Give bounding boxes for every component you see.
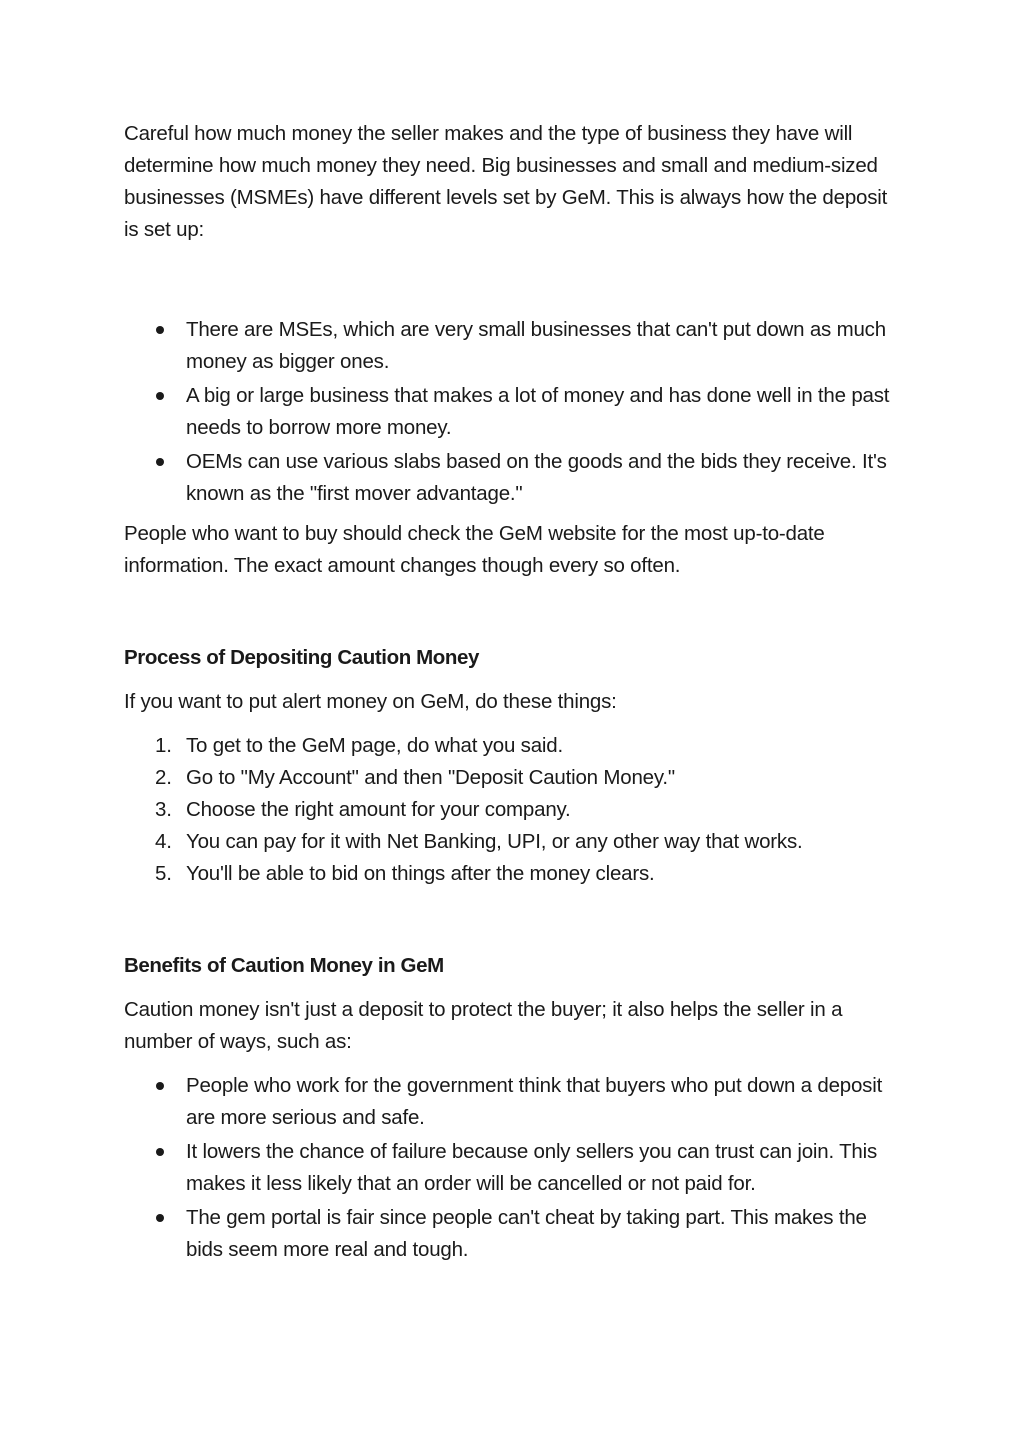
list-item: It lowers the chance of failure because only sellers you can trust can join. This makes it less likely that an order will be cancelled or not paid for.	[124, 1136, 899, 1200]
document-body	[124, 118, 899, 1268]
list-item	[124, 762, 899, 794]
benefits-intro: Caution money isn't just a deposit to protect the buyer; it also helps the seller in a number of ways, such as:	[124, 998, 843, 1053]
list-item	[124, 794, 899, 826]
list-item	[124, 858, 899, 890]
step-text: To get to the GeM page, do what you said.	[186, 734, 563, 757]
website-note-paragraph: People who want to buy should check the GeM website for the most up-to-date information. The exact amount changes though every so often.	[124, 522, 825, 577]
process-steps-list	[124, 730, 899, 890]
list-item: People who work for the government think that buyers who put down a deposit are more serious and safe.	[124, 1070, 899, 1134]
list-item: OEMs can use various slabs based on the goods and the bids they receive. It's known as the "first mover advantage."	[124, 446, 899, 510]
step-number: 1.	[155, 734, 172, 757]
benefits-heading: Benefits of Caution Money in GeM	[124, 954, 444, 977]
list-item: The gem portal is fair since people can't cheat by taking part. This makes the bids seem more real and tough.	[124, 1202, 899, 1266]
step-text: Go to "My Account" and then "Deposit Caution Money."	[186, 766, 675, 789]
benefits-list	[124, 1070, 899, 1266]
business-types-list	[124, 314, 899, 510]
step-number: 4.	[155, 830, 172, 853]
step-number: 2.	[155, 766, 172, 789]
step-text: You can pay for it with Net Banking, UPI, or any other way that works.	[186, 830, 803, 853]
step-text: Choose the right amount for your company.	[186, 798, 571, 821]
intro-paragraph: Careful how much money the seller makes and the type of business they have will determine how much money they need. Big businesses and small and medium-sized businesses (MSMEs) have different levels set by GeM. This is always how the deposit is set up:	[124, 122, 888, 241]
list-item: A big or large business that makes a lot of money and has done well in the past needs to borrow more money.	[124, 380, 899, 444]
step-number: 3.	[155, 798, 172, 821]
process-intro: If you want to put alert money on GeM, do these things:	[124, 690, 617, 713]
step-number: 5.	[155, 862, 172, 885]
process-heading: Process of Depositing Caution Money	[124, 646, 480, 669]
step-text: You'll be able to bid on things after the money clears.	[186, 862, 655, 885]
list-item	[124, 826, 899, 858]
list-item	[124, 730, 899, 762]
list-item: There are MSEs, which are very small businesses that can't put down as much money as bigger ones.	[124, 314, 899, 378]
